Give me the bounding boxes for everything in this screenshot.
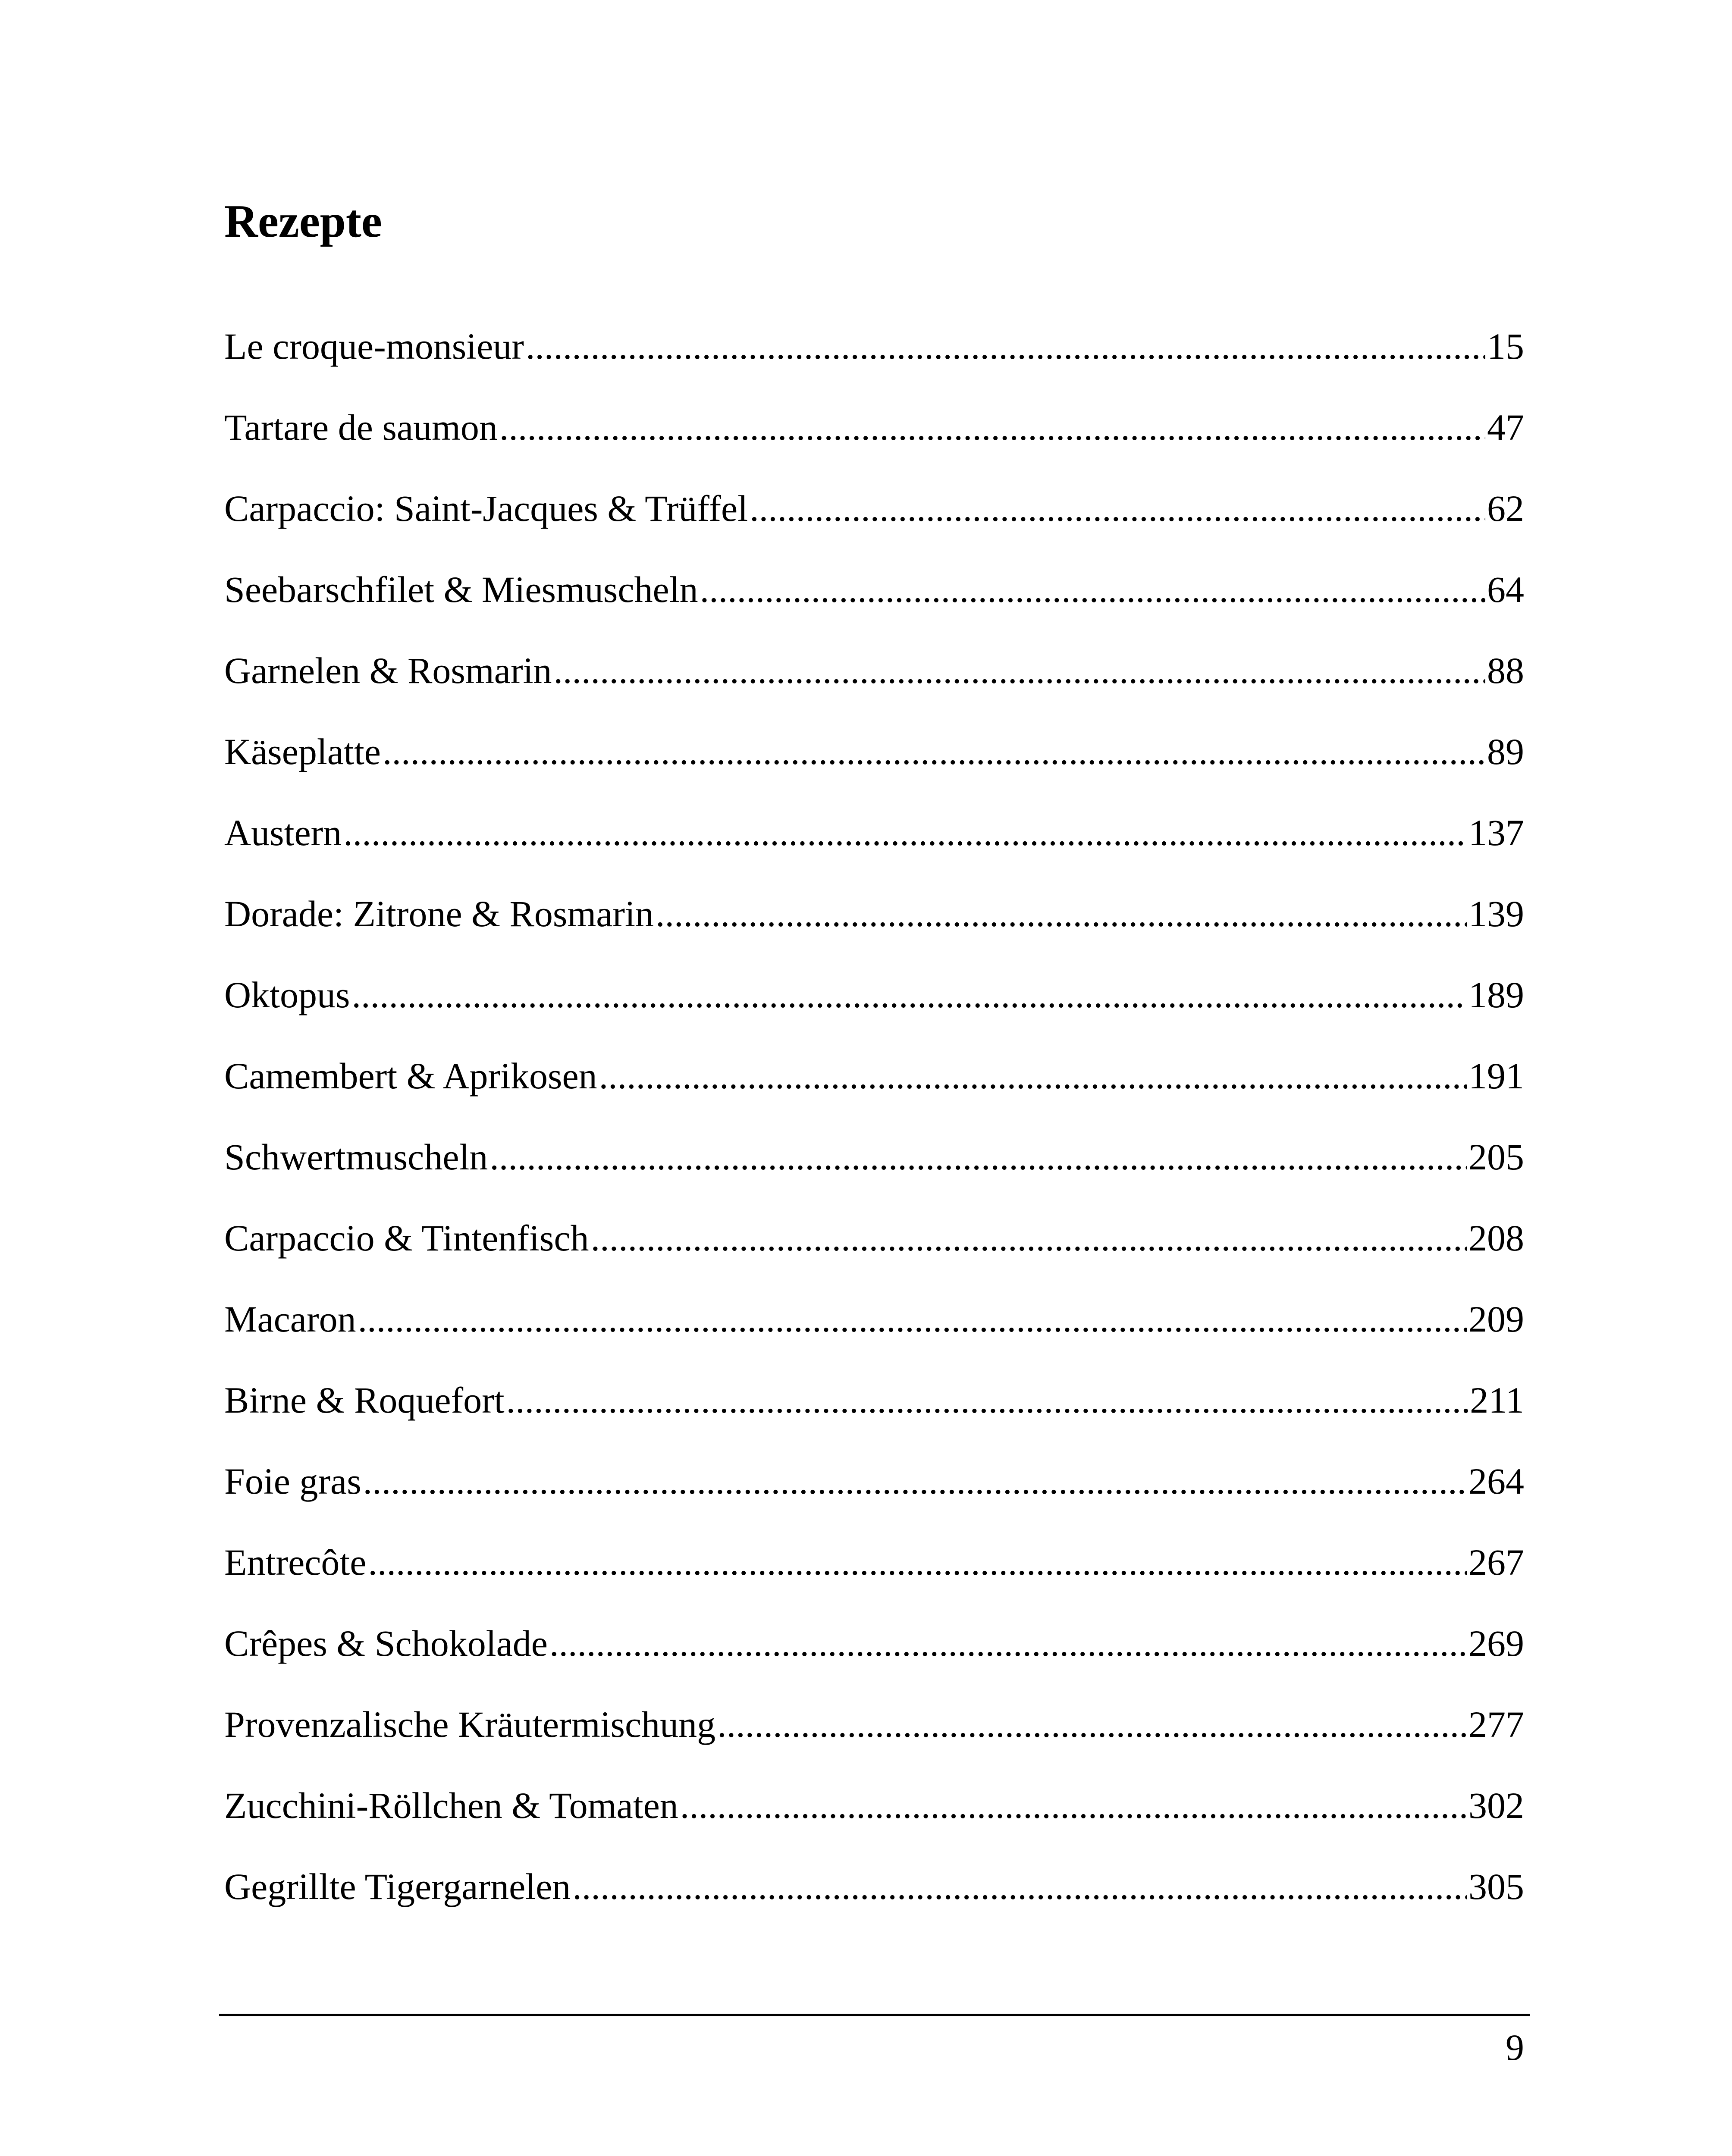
toc-entry-title: Dorade: Zitrone & Rosmarin [224,893,654,934]
toc-entry-page: 264 [1468,1460,1524,1502]
toc-entry[interactable] [224,1138,1524,1219]
toc-entry-page: 137 [1468,812,1524,853]
toc-entry-title: Austern [224,812,342,853]
toc-entry-page: 205 [1468,1136,1524,1178]
toc-dot-leader [489,1138,1467,1175]
toc-entry[interactable] [224,733,1524,814]
toc-entry-title: Käseplatte [224,731,381,772]
toc-entry-page: 139 [1468,893,1524,934]
toc-dot-leader [656,895,1467,932]
toc-entry-page: 302 [1468,1785,1524,1826]
toc-entry-page: 269 [1468,1623,1524,1664]
toc-entry[interactable] [224,895,1524,976]
toc-entry-page: 88 [1487,650,1524,691]
toc-entry-page: 208 [1468,1217,1524,1259]
toc-entry[interactable] [224,409,1524,490]
toc-entry-title: Zucchini-Röllchen & Tomaten [224,1785,678,1826]
table-of-contents [224,328,1524,1949]
toc-dot-leader [358,1300,1467,1338]
toc-dot-leader [383,733,1485,770]
page-number: 9 [1506,2027,1524,2068]
toc-dot-leader [526,328,1485,365]
page-title: Rezepte [224,196,382,247]
toc-entry-title: Macaron [224,1298,356,1340]
toc-entry-title: Le croque-monsieur [224,326,524,367]
toc-entry[interactable] [224,1868,1524,1949]
toc-entry-title: Camembert & Aprikosen [224,1055,597,1097]
toc-entry-page: 189 [1468,974,1524,1015]
toc-entry[interactable] [224,652,1524,733]
toc-entry[interactable] [224,490,1524,571]
toc-entry-page: 47 [1487,407,1524,448]
toc-entry-title: Carpaccio: Saint-Jacques & Trüffel [224,488,748,529]
toc-entry[interactable] [224,976,1524,1057]
toc-entry-page: 277 [1468,1704,1524,1745]
footer-divider [219,2014,1530,2016]
toc-entry[interactable] [224,1544,1524,1625]
toc-entry-page: 64 [1487,569,1524,610]
toc-entry-title: Schwertmuscheln [224,1136,488,1178]
toc-entry[interactable] [224,1625,1524,1706]
toc-entry[interactable] [224,1460,1524,1544]
toc-dot-leader [572,1868,1467,1905]
toc-entry[interactable] [224,571,1524,652]
toc-entry[interactable] [224,1219,1524,1300]
toc-entry-title: Gegrillte Tigergarnelen [224,1866,571,1907]
toc-entry-page: 211 [1470,1379,1524,1421]
toc-entry-page: 15 [1487,326,1524,367]
toc-dot-leader [549,1625,1467,1662]
toc-entry-page: 89 [1487,731,1524,772]
toc-entry[interactable] [224,328,1524,409]
toc-dot-leader [351,976,1467,1013]
toc-dot-leader [363,1463,1467,1500]
toc-entry-title: Carpaccio & Tintenfisch [224,1217,589,1259]
toc-entry[interactable] [224,1706,1524,1787]
toc-entry-title: Foie gras [224,1460,361,1502]
toc-entry-title: Seebarschfilet & Miesmuscheln [224,569,698,610]
toc-entry-page: 62 [1487,488,1524,529]
toc-dot-leader [680,1787,1467,1824]
toc-dot-leader [750,490,1485,527]
toc-entry[interactable] [224,1787,1524,1868]
toc-dot-leader [599,1057,1467,1094]
toc-entry-title: Tartare de saumon [224,407,498,448]
toc-entry-title: Provenzalische Kräutermischung [224,1704,716,1745]
toc-entry[interactable] [224,814,1524,895]
toc-entry[interactable] [224,1379,1524,1463]
toc-dot-leader [499,409,1485,446]
toc-dot-leader [343,814,1467,851]
toc-entry-page: 305 [1468,1866,1524,1907]
toc-entry-title: Garnelen & Rosmarin [224,650,552,691]
toc-entry-title: Entrecôte [224,1542,367,1583]
toc-dot-leader [591,1219,1467,1257]
toc-dot-leader [717,1706,1467,1743]
toc-dot-leader [700,571,1485,608]
toc-entry[interactable] [224,1300,1524,1382]
toc-entry-page: 209 [1468,1298,1524,1340]
toc-entry-page: 267 [1468,1542,1524,1583]
toc-dot-leader [553,652,1485,689]
toc-entry-page: 191 [1468,1055,1524,1097]
toc-dot-leader [368,1544,1467,1581]
toc-entry[interactable] [224,1057,1524,1138]
toc-entry-title: Oktopus [224,974,350,1015]
toc-dot-leader [506,1382,1468,1419]
toc-entry-title: Birne & Roquefort [224,1379,505,1421]
toc-entry-title: Crêpes & Schokolade [224,1623,548,1664]
